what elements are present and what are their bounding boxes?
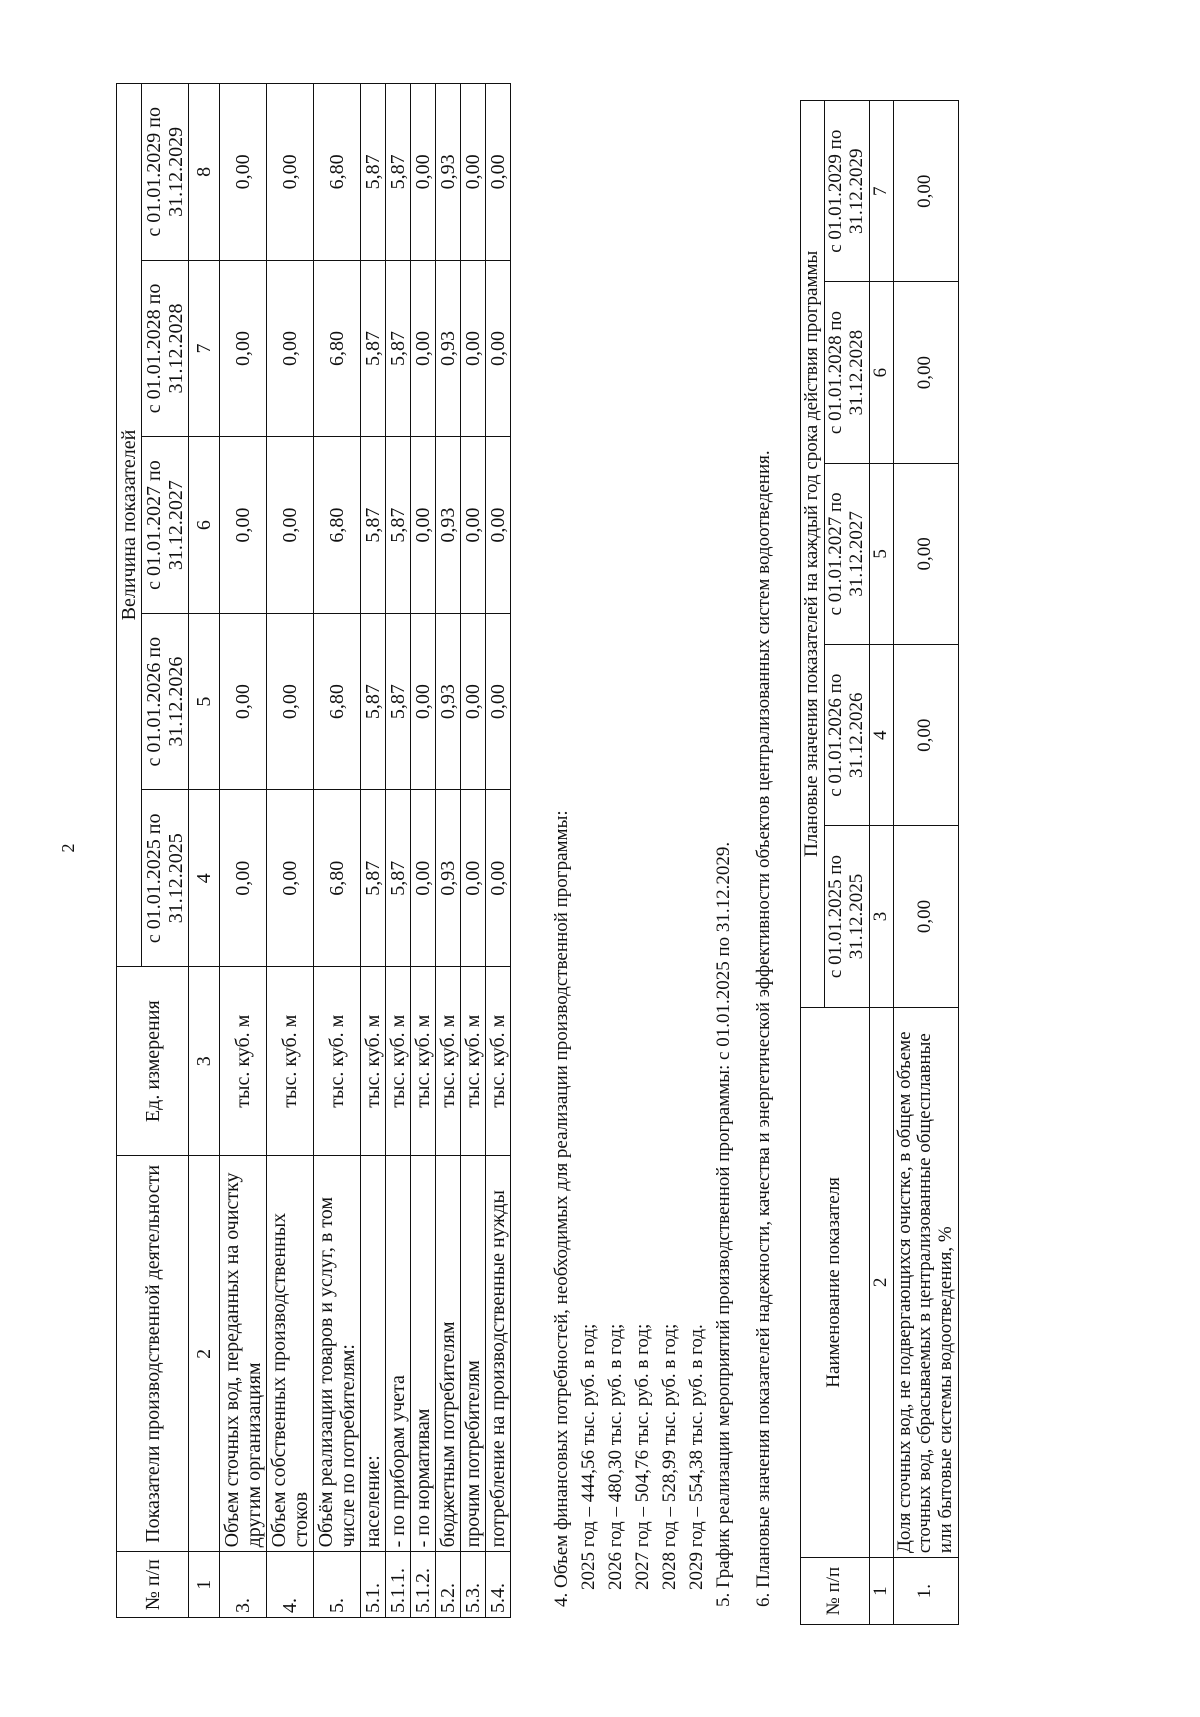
- row-value: 0,00: [893, 645, 959, 826]
- col-number: 7: [189, 260, 220, 437]
- header-period: с 01.01.2025 по 31.12.2025: [142, 790, 189, 967]
- row-value: 0,00: [486, 84, 511, 261]
- header-period: с 01.01.2026 по 31.12.2026: [824, 645, 869, 826]
- section5-schedule: 5. График реализации мероприятий производственной программы: с 01.01.2025 по 31.12.2029.: [713, 841, 734, 1607]
- table-row: [386, 84, 411, 1618]
- row-unit: тыс. куб. м: [436, 967, 461, 1156]
- col-number: 6: [189, 437, 220, 614]
- row-value: 5,87: [386, 437, 411, 614]
- row-value: 5,87: [361, 260, 386, 437]
- row-value: 5,87: [361, 613, 386, 790]
- row-number: 5.1.1.: [386, 1552, 411, 1618]
- section4-line: 2029 год – 554,38 тыс. руб. в год.: [686, 1324, 707, 1590]
- col-number: 5: [189, 613, 220, 790]
- header-values-group: Плановые значения показателей на каждый год срока действия программы: [801, 101, 825, 1008]
- col-number: 6: [869, 282, 893, 463]
- row-value: 0,93: [436, 260, 461, 437]
- col-number: 3: [189, 967, 220, 1156]
- col-number: 2: [189, 1156, 220, 1552]
- col-number: 2: [869, 1007, 893, 1557]
- row-number: 5.1.: [361, 1552, 386, 1618]
- row-value: 0,00: [220, 790, 267, 967]
- row-value: 5,87: [386, 260, 411, 437]
- row-value: 0,00: [486, 260, 511, 437]
- section4-line: 2028 год – 528,99 тыс. руб. в год;: [659, 1323, 680, 1590]
- section6-heading: [752, 100, 776, 1625]
- row-value: 5,87: [361, 84, 386, 261]
- section4-heading: 4. Объем финансовых потребностей, необходимых для реализации производственной программы:: [551, 810, 572, 1607]
- row-value: 0,00: [411, 84, 436, 261]
- header-period: с 01.01.2026 по 31.12.2026: [142, 613, 189, 790]
- col-number: 4: [869, 645, 893, 826]
- row-number: 5.2.: [436, 1552, 461, 1618]
- row-indicator-name: - по приборам учета: [386, 1156, 411, 1552]
- row-value: 0,00: [461, 84, 486, 261]
- row-indicator-name: прочим потребителям: [461, 1156, 486, 1552]
- row-value: 0,00: [411, 790, 436, 967]
- header-unit: Ед. измерения: [117, 967, 189, 1156]
- col-number: 3: [869, 826, 893, 1007]
- row-indicator-name: Объем собственных производственных стоков: [267, 1156, 314, 1552]
- row-value: 5,87: [361, 437, 386, 614]
- header-values-group: Величина показателей: [117, 84, 142, 967]
- section4-line: 2025 год – 444,56 тыс. руб. в год;: [578, 1323, 599, 1590]
- header-period: с 01.01.2025 по 31.12.2025: [824, 826, 869, 1007]
- table-row: [411, 84, 436, 1618]
- row-value: 0,00: [220, 613, 267, 790]
- row-indicator-name: Объем сточных вод, переданных на очистку другим организациям: [220, 1156, 267, 1552]
- column-number-row: [869, 101, 893, 1625]
- col-number: 7: [869, 101, 893, 282]
- row-indicator-name: потребление на производственные нужды: [486, 1156, 511, 1552]
- row-value: 0,00: [461, 260, 486, 437]
- row-unit: тыс. куб. м: [220, 967, 267, 1156]
- row-unit: тыс. куб. м: [411, 967, 436, 1156]
- row-value: 0,00: [267, 437, 314, 614]
- row-unit: тыс. куб. м: [386, 967, 411, 1156]
- page-number: 2: [58, 843, 78, 853]
- row-unit: тыс. куб. м: [361, 967, 386, 1156]
- table-row: [361, 84, 386, 1618]
- header-indicator: Показатели производственной деятельности: [117, 1156, 189, 1552]
- header-num: № п/п: [117, 1552, 189, 1618]
- row-value: 0,00: [220, 260, 267, 437]
- row-number: 5.3.: [461, 1552, 486, 1618]
- row-value: 0,00: [461, 437, 486, 614]
- row-value: 0,00: [411, 613, 436, 790]
- row-unit: тыс. куб. м: [267, 967, 314, 1156]
- row-value: 0,00: [220, 437, 267, 614]
- row-unit: тыс. куб. м: [486, 967, 511, 1156]
- row-value: 0,00: [893, 463, 959, 644]
- row-value: 0,00: [267, 84, 314, 261]
- section6-text: 6. Плановые значения показателей надежности, качества и энергетической эффективности объектов централизованных систем водоотведения.: [753, 450, 774, 1607]
- row-indicator-name: Объём реализации товаров и услуг, в том числе по потребителям:: [314, 1156, 361, 1552]
- table-row: [461, 84, 486, 1618]
- section4-line: 2026 год – 480,30 тыс. руб. в год;: [605, 1323, 626, 1590]
- header-num: № п/п: [801, 1558, 870, 1625]
- header-period: с 01.01.2029 по 31.12.2029: [142, 84, 189, 261]
- row-value: 0,00: [486, 613, 511, 790]
- table-row: [486, 84, 511, 1618]
- row-value: 5,87: [386, 613, 411, 790]
- financial-needs-section: [548, 100, 737, 1625]
- row-value: 0,93: [436, 790, 461, 967]
- row-value: 0,93: [436, 613, 461, 790]
- row-value: 0,00: [411, 437, 436, 614]
- header-indicator: Наименование показателя: [801, 1007, 870, 1557]
- row-number: 3.: [220, 1552, 267, 1618]
- header-period: с 01.01.2028 по 31.12.2028: [824, 282, 869, 463]
- row-value: 0,93: [436, 84, 461, 261]
- table-row: [893, 101, 959, 1625]
- row-value: 5,87: [386, 790, 411, 967]
- row-value: 0,00: [411, 260, 436, 437]
- col-number: 4: [189, 790, 220, 967]
- row-value: 0,00: [486, 437, 511, 614]
- row-value: 0,00: [461, 613, 486, 790]
- production-indicators-table: [116, 83, 511, 1618]
- row-value: 5,87: [361, 790, 386, 967]
- row-unit: тыс. куб. м: [461, 967, 486, 1156]
- row-value: 0,00: [893, 101, 959, 282]
- row-value: 5,87: [386, 84, 411, 261]
- table-row: [314, 84, 361, 1618]
- col-number: 1: [869, 1558, 893, 1625]
- header-period: с 01.01.2027 по 31.12.2027: [824, 463, 869, 644]
- row-value: 6,80: [314, 84, 361, 261]
- row-value: 0,00: [267, 613, 314, 790]
- section4-line: 2027 год – 504,76 тыс. руб. в год;: [632, 1323, 653, 1590]
- row-value: 6,80: [314, 613, 361, 790]
- col-number: 8: [189, 84, 220, 261]
- row-indicator-name: население:: [361, 1156, 386, 1552]
- row-number: 5.4.: [486, 1552, 511, 1618]
- col-number: 5: [869, 463, 893, 644]
- row-number: 5.1.2.: [411, 1552, 436, 1618]
- column-number-row: [189, 84, 220, 1618]
- table-row: [220, 84, 267, 1618]
- row-value: 0,93: [436, 437, 461, 614]
- row-value: 0,00: [486, 790, 511, 967]
- row-value: 6,80: [314, 790, 361, 967]
- table-row: [267, 84, 314, 1618]
- header-period: с 01.01.2027 по 31.12.2027: [142, 437, 189, 614]
- row-value: 0,00: [461, 790, 486, 967]
- row-value: 0,00: [267, 790, 314, 967]
- row-number: 5.: [314, 1552, 361, 1618]
- row-number: 1.: [893, 1558, 959, 1625]
- row-indicator-name: Доля сточных вод, не подвергающихся очистке, в общем объеме сточных вод, сбрасываемых в централизованные общесплавные или бытовые системы водоотведения, %: [893, 1007, 959, 1557]
- table-row: [436, 84, 461, 1618]
- col-number: 1: [189, 1552, 220, 1618]
- row-value: 6,80: [314, 260, 361, 437]
- header-period: с 01.01.2028 по 31.12.2028: [142, 260, 189, 437]
- row-indicator-name: бюджетным потребителям: [436, 1156, 461, 1552]
- row-value: 0,00: [220, 84, 267, 261]
- row-value: 0,00: [267, 260, 314, 437]
- reliability-indicators-table: [800, 100, 959, 1625]
- header-period: с 01.01.2029 по 31.12.2029: [824, 101, 869, 282]
- row-number: 4.: [267, 1552, 314, 1618]
- row-value: 6,80: [314, 437, 361, 614]
- row-indicator-name: - по нормативам: [411, 1156, 436, 1552]
- row-unit: тыс. куб. м: [314, 967, 361, 1156]
- row-value: 0,00: [893, 826, 959, 1007]
- row-value: 0,00: [893, 282, 959, 463]
